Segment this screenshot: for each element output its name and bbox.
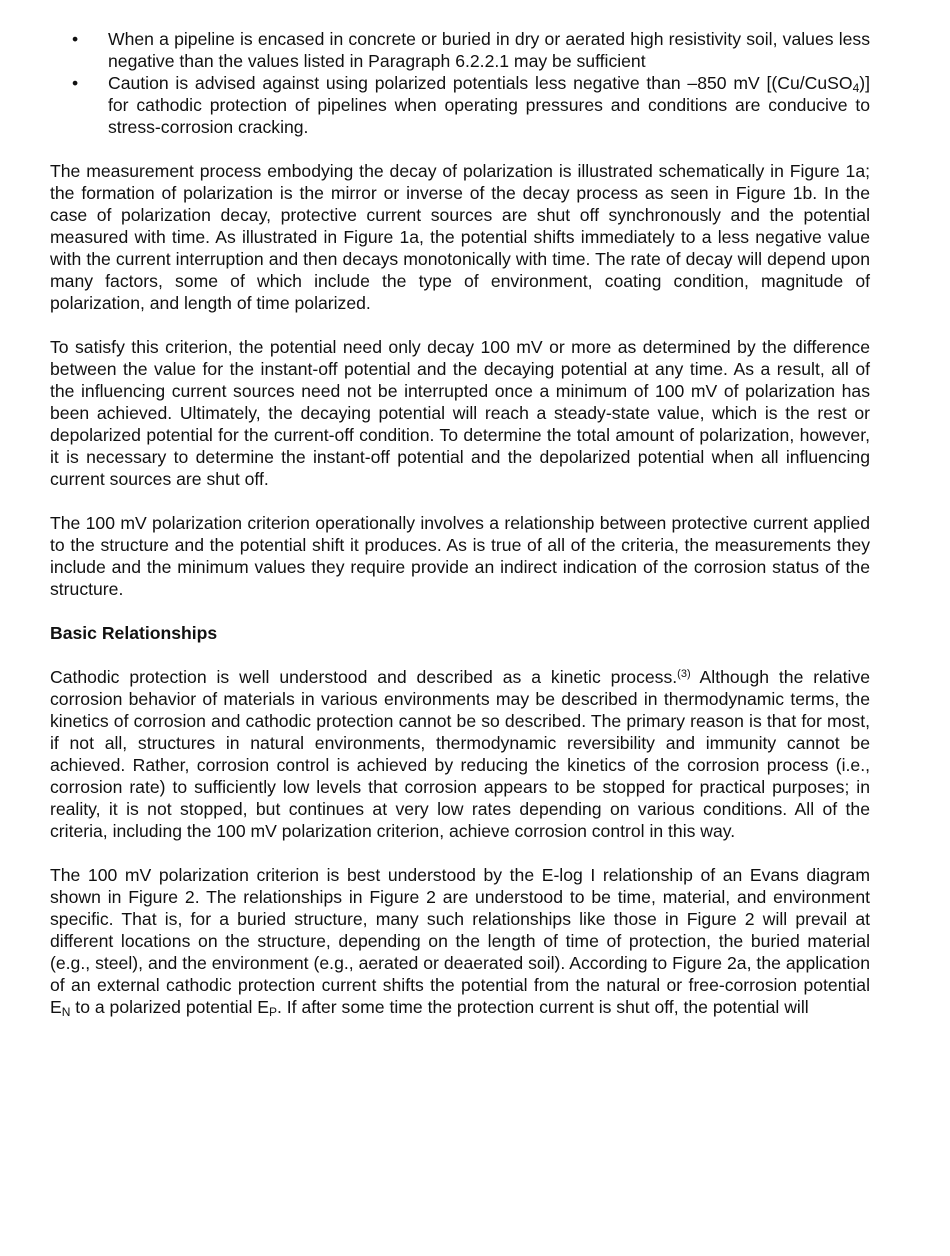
bullet-text-part-b: )] for cathodic protection of pipelines when operating pressures and conditions are conducive to stress-corrosion cracking. xyxy=(108,73,870,137)
subscript-p: P xyxy=(268,1005,277,1019)
paragraph-evans-part-b: to a polarized potential E xyxy=(70,997,269,1017)
paragraph-polarization-decay: The measurement process embodying the decay of polarization is illustrated schematically in Figure 1a; the formation of polarization is the mirror or inverse of the decay process as seen in Figure 1b. In the case of polarization decay, protective current sources are shut off synchronously and the potential measured with time. As illustrated in Figure 1a, the potential shifts immediately to a less negative value with the current interruption and then decays monotonically with time. The rate of decay will depend upon many factors, some of which include the type of environment, coating condition, magnitude of polarization, and length of time polarized. xyxy=(50,161,870,313)
paragraph-criterion: To satisfy this criterion, the potential need only decay 100 mV or more as determined by the difference between the value for the instant-off potential and the decaying potential at any time. As a result, all of the influencing current sources need not be interrupted once a minimum of 100 mV of polarization has been achieved. Ultimately, the decaying potential will reach a steady-state value, which is the rest or depolarized potential for the current-off condition. To determine the total amount of polarization, however, it is necessary to determine the instant-off potential and the depolarized potential when all influencing current sources are shut off. xyxy=(50,337,870,489)
subscript-n: N xyxy=(61,1005,71,1019)
paragraph-kinetics xyxy=(50,666,870,842)
paragraph-kinetics-part-a: Cathodic protection is well understood and described as a kinetic process. xyxy=(50,667,678,687)
bullet-dot-icon: • xyxy=(72,29,79,49)
bullet-text-part-a: Caution is advised against using polarized potentials less negative than –850 mV [(Cu/CuSO xyxy=(108,73,853,93)
section-heading: Basic Relationships xyxy=(50,623,218,643)
paragraph-evans-part-a: The 100 mV polarization criterion is best understood by the E-log I relationship of an Evans diagram shown in Figure 2. The relationships in Figure 2 are understood to be time, material, and environment specific. That is, for a buried structure, many such relationships like those in Figure 2 will prevail at different locations on the structure, depending on the length of time of protection, the buried material (e.g., steel), and the environment (e.g., aerated or deaerated soil). According to Figure 2a, the application of an external cathodic protection current shifts the potential from the natural or free-corrosion potential E xyxy=(50,865,870,1017)
document-page xyxy=(50,28,870,1018)
subscript: 4 xyxy=(852,81,860,95)
paragraph-kinetics-part-b: Although the relative corrosion behavior of materials in various environments may be described in thermodynamic terms, the kinetics of corrosion and cathodic protection cannot be so described. The primary reason is that for most, if not all, structures in natural environments, thermodynamic reversibility and immunity cannot be achieved. Rather, corrosion control is achieved by reducing the kinetics of the corrosion process (i.e., corrosion rate) to sufficiently low levels that corrosion appears to be stopped for practical purposes; in reality, it is not stopped, but continues at very low rates depending on various conditions. All of the criteria, including the 100 mV polarization criterion, achieve corrosion control in this way. xyxy=(50,667,870,841)
bullet-list xyxy=(50,28,870,138)
bullet-item-caution xyxy=(50,72,870,138)
bullet-item-concrete xyxy=(50,28,870,72)
paragraph-evans-part-c: . If after some time the protection current is shut off, the potential will xyxy=(277,997,809,1017)
paragraph-operational: The 100 mV polarization criterion operationally involves a relationship between protective current applied to the structure and the potential shift it produces. As is true of all of the criteria, the measurements they include and the minimum values they require provide an indirect indication of the corrosion status of the structure. xyxy=(50,513,870,599)
paragraph-evans-diagram xyxy=(50,864,870,1018)
bullet-dot-icon: • xyxy=(72,73,79,93)
bullet-text: When a pipeline is encased in concrete or buried in dry or aerated high resistivity soil, values less negative than the values listed in Paragraph 6.2.2.1 may be sufficient xyxy=(108,29,870,71)
reference-superscript: (3) xyxy=(677,668,691,680)
